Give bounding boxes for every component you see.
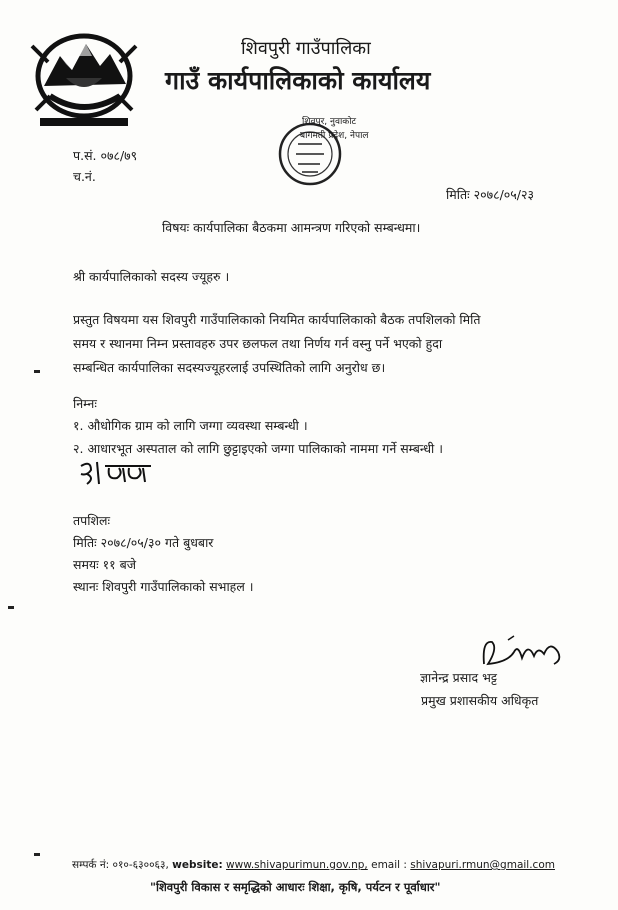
website-label: website: — [172, 859, 223, 871]
paragraph-line-1: प्रस्तुत विषयमा यस शिवपुरी गाउँपालिकाको नियमित कार्यपालिकाको बैठक तपशिलको मिति — [73, 312, 481, 327]
scan-mark — [8, 606, 14, 609]
footer-motto: "शिवपुरी विकास र समृद्धिको आधारः शिक्षा, कृषि, पर्यटन र पूर्वाधार" — [150, 880, 441, 894]
subject-line: विषयः कार्यपालिका बैठकमा आमन्त्रण गरिएको सम्बन्धमा। — [162, 220, 421, 235]
email-label: email : — [371, 859, 407, 871]
handwritten-agenda-item — [77, 458, 157, 488]
agenda-heading: निम्नः — [73, 396, 97, 411]
signatory-name: ज्ञानेन्द्र प्रसाद भट्ट — [420, 670, 497, 685]
municipality-name: शिवपुरी गाउँपालिका — [241, 38, 371, 59]
agenda-item-2: २. आधारभूत अस्पताल को लागि छुट्टाइएको जग्गा पालिकाको नाममा गर्ने सम्बन्धी । — [73, 441, 443, 456]
schedule-place: स्थानः शिवपुरी गाउँपालिकाको सभाहल । — [73, 579, 254, 594]
agenda-item-1: १. औधोगिक ग्राम को लागि जग्गा व्यवस्था सम्बन्धी । — [73, 418, 308, 433]
letter-number: प.सं. ०७८/७९ — [73, 148, 138, 163]
scan-mark — [34, 853, 40, 856]
schedule-heading: तपशिलः — [73, 513, 110, 528]
office-stamp — [270, 110, 378, 190]
signatory-title: प्रमुख प्रशासकीय अधिकृत — [421, 693, 539, 708]
schedule-time: समयः ११ बजे — [73, 557, 137, 572]
schedule-date: मितिः २०७८/०५/३० गते बुधबार — [73, 535, 214, 550]
office-title: गाउँ कार्यपालिकाको कार्यालय — [165, 66, 431, 95]
scan-mark — [34, 370, 40, 373]
stamp-line-2: बागमती प्रदेश, नेपाल — [300, 131, 369, 141]
signature — [478, 634, 568, 674]
addressee: श्री कार्यपालिकाको सदस्य ज्यूहरु । — [73, 269, 230, 284]
contact-number: सम्पर्क नं: ०१०-६३००६३, — [72, 859, 169, 871]
footer-contact — [72, 858, 555, 872]
stamp-line-1: शिवपुर, नुवाकोट — [302, 117, 357, 127]
email-link[interactable]: shivapuri.rmun@gmail.com — [410, 859, 555, 871]
dispatch-number: च.नं. — [73, 169, 96, 184]
website-link[interactable]: www.shivapurimun.gov.np, — [226, 859, 368, 871]
paragraph-line-2: समय र स्थानमा निम्न प्रस्तावहरु उपर छलफल तथा निर्णय गर्न वस्नु पर्ने भएको हुदा — [73, 336, 443, 351]
letter-date: मितिः २०७८/०५/२३ — [446, 187, 534, 202]
paragraph-line-3: सम्बन्धित कार्यपालिका सदस्यज्यूहरलाई उपस्थितिको लागि अनुरोध छ। — [73, 360, 386, 375]
nepal-emblem-logo — [30, 26, 138, 130]
